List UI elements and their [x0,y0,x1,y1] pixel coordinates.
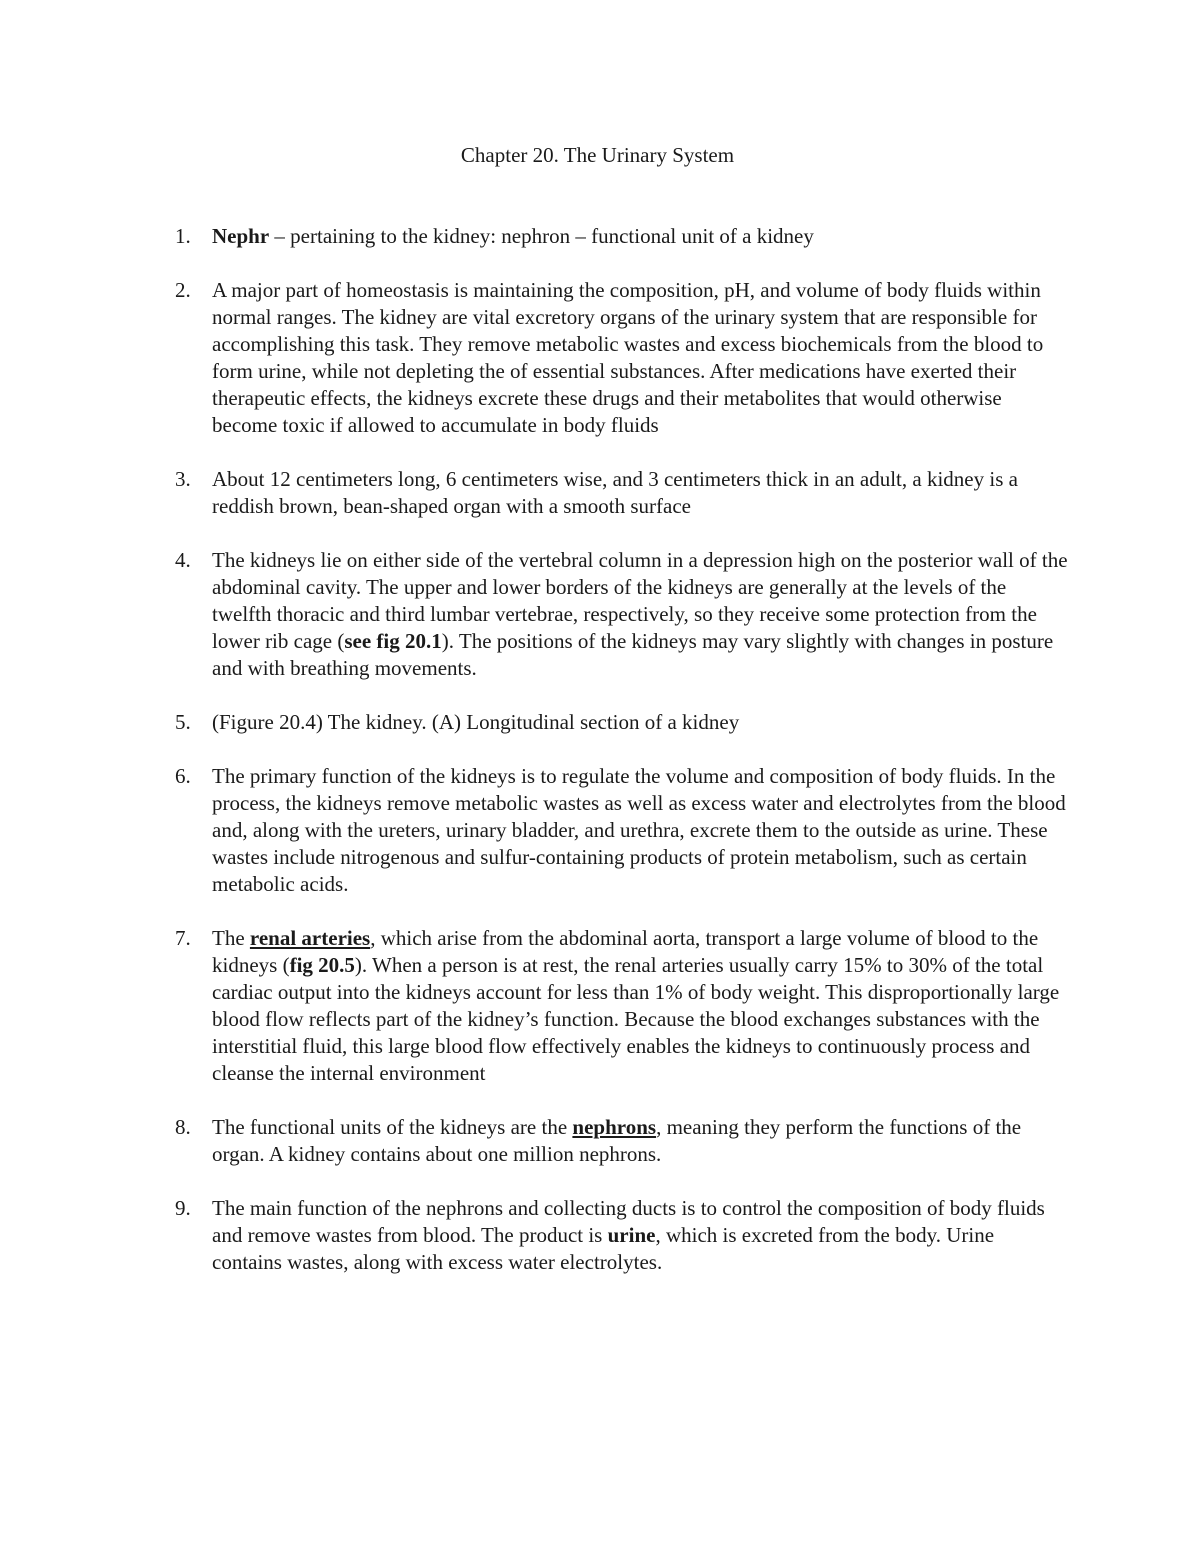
list-item [168,277,1068,439]
list-item [168,763,1068,898]
term-urine: urine [607,1223,656,1247]
item-number: 4. [175,548,191,572]
term-nephrons: nephrons [572,1115,657,1139]
list-item [168,223,1068,250]
page-title: Chapter 20. The Urinary System [460,143,735,167]
item-text: The functional units of the kidneys are the nephrons, meaning they perform the functions of the organ. A kidney contains about one million nephrons. [212,1115,1022,1166]
item-number: 2. [175,278,191,302]
item-text: (Figure 20.4) The kidney. (A) Longitudinal section of a kidney [212,710,740,734]
list-item [168,466,1068,520]
item-text: About 12 centimeters long, 6 centimeters wise, and 3 centimeters thick in an adult, a kidney is a reddish brown, bean-shaped organ with a smooth surface [212,467,1018,518]
item-text: The main function of the nephrons and collecting ducts is to control the composition of body fluids and remove wastes from blood. The product is urine, which is excreted from the body. Urine contains wastes, along with excess water electrolytes. [212,1196,1045,1274]
item-text: A major part of homeostasis is maintaining the composition, pH, and volume of body fluids within normal ranges. The kidney are vital excretory organs of the urinary system that are responsible for accomplishing this task. They remove metabolic wastes and excess biochemicals from the blood to form urine, while not depleting the of essential substances. After medications have exerted their therapeutic effects, the kidneys excrete these drugs and their metabolites that would otherwise become toxic if allowed to accumulate in body fluids [212,278,1044,437]
list-item [168,925,1068,1087]
item-number: 7. [175,926,191,950]
numbered-list [168,223,1068,1303]
item-text: The kidneys lie on either side of the vertebral column in a depression high on the posterior wall of the abdominal cavity. The upper and lower borders of the kidneys are generally at the levels of the twelfth thoracic and third lumbar vertebrae, respectively, so they receive some protection from the lower rib cage (see fig 20.1). The positions of the kidneys may vary slightly with changes in posture and with breathing movements. [212,548,1068,680]
item-text: Nephr – pertaining to the kidney: nephron – functional unit of a kidney [212,224,814,248]
item-number: 1. [175,224,191,248]
list-item [168,1114,1068,1168]
item-number: 9. [175,1196,191,1220]
term-nephr: Nephr [212,224,270,248]
list-item [168,547,1068,682]
figure-reference: see fig 20.1 [344,629,442,653]
list-item [168,709,1068,736]
item-number: 8. [175,1115,191,1139]
item-number: 5. [175,710,191,734]
item-number: 3. [175,467,191,491]
term-renal-arteries: renal arteries [249,926,371,950]
item-text: The renal arteries, which arise from the abdominal aorta, transport a large volume of blood to the kidneys (fig 20.5). When a person is at rest, the renal arteries usually carry 15% to 30% of the total cardiac output into the kidneys account for less than 1% of body weight. This disproportionally large blood flow reflects part of the kidney’s function. Because the blood exchanges substances with the interstitial fluid, this large blood flow effectively enables the kidneys to continuously process and cleanse the internal environment [212,926,1060,1085]
item-number: 6. [175,764,191,788]
item-text: The primary function of the kidneys is to regulate the volume and composition of body fluids. In the process, the kidneys remove metabolic wastes as well as excess water and electrolytes from the blood and, along with the ureters, urinary bladder, and urethra, excrete them to the outside as urine. These wastes include nitrogenous and sulfur-containing products of protein metabolism, such as certain metabolic acids. [212,764,1066,896]
list-item [168,1195,1068,1276]
figure-reference: fig 20.5 [289,953,355,977]
